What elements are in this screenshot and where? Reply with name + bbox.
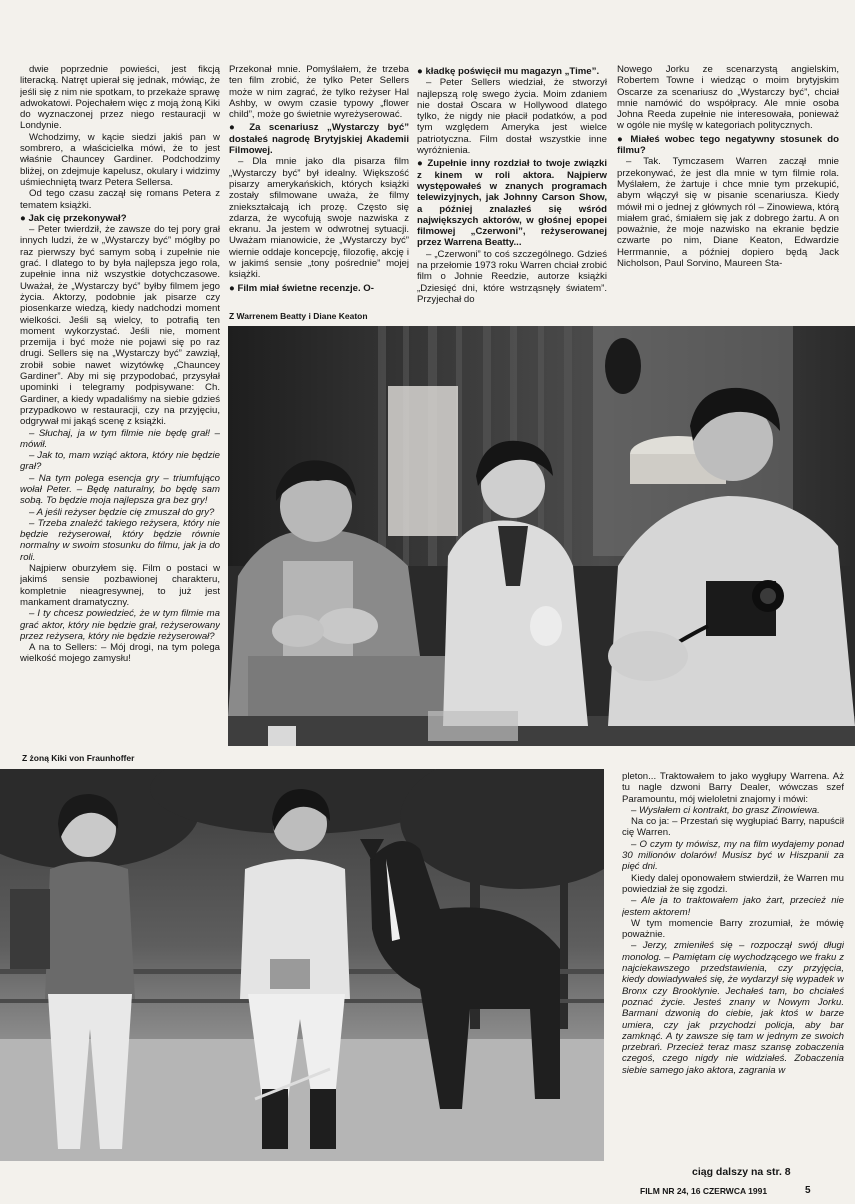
paragraph: – Peter twierdził, że zawsze do tej pory grał innych ludzi, że w „Wystarczy być” mógłby po raz pierwszy być samym sobą i zupełnie nie grać. I dlatego to by była najlepsza jego rola, zupełnie inna niż wszystkie dotychczasowe. Uważał, że „Wystarczy być” byłby filmem jego życia. Aktorzy, podobnie jak pisarze czy piosenkarze wiedzą, kiedy nadchodzi moment wielkości. Jeśli są wielcy, to potrafią ten moment wykorzystać. Jeśli nie, moment przemija i być może nie pojawi się po raz drugi. Sellers się na „Wystarczy być” zawziął, zrobił sobie nawet wizytówkę „Chauncey Gardiner”. Aby mi się przypodobać, przysyłał upominki i telegramy podpisywane: Ch. Gardiner, a kiedy wpadaliśmy na siebie gdzieś przypadkowo w restauracji, czy na przyjęciu, odgrywał mi jakąś scenę z książki. [20, 224, 220, 428]
paragraph: pleton... Traktowałem to jako wygłupy Warrena. Aż tu nagle dzwoni Barry Dealer, wówczas szef Paramountu, mój wieloletni znajomy i mówi: [622, 771, 844, 805]
paragraph: Od tego czasu zaczął się romans Petera z tematem książki. [20, 188, 220, 211]
photo-caption-kiki: Z żoną Kiki von Fraunhoffer [22, 753, 135, 763]
interview-question: ● Zupełnie inny rozdział to twoje związki z kinem w roli aktora. Najpierw występowałeś w znanych programach telewizyjnych, jak Johnny Carson Show, a później znalazłeś się wśród największych aktorów, w głośnej epopei filmowej „Czerwoni”, reżyserowanej przez Warrena Beatty... [417, 158, 607, 248]
interview-question: ● Miałeś wobec tego negatywny stosunek do filmu? [617, 134, 839, 157]
article-column-2 [229, 64, 409, 304]
paragraph: W tym momencie Barry zrozumiał, że mówię poważnie. [622, 917, 844, 941]
page-number: 5 [805, 1185, 811, 1196]
continued-note: ciąg dalszy na str. 8 [692, 1166, 791, 1178]
article-column-3 [417, 64, 607, 304]
paragraph: – O czym ty mówisz, my na film wydajemy ponad 30 milionów dolarów! Musisz być w Hiszpanii za pięć dni. [622, 838, 844, 873]
paragraph: Na co ja: – Przestań się wygłupiać Barry, napuścił cię Warren. [622, 816, 844, 839]
paragraph: Kiedy dalej oponowałem stwierdził, że Warren mu powiedział że się zgodzi. [622, 872, 844, 895]
paragraph: – „Czerwoni” to coś szczególnego. Gdzieś na przełomie 1973 roku Warren chciał zrobić film o Johnie Reedzie, autorze książki „Dziesięć dni, które wstrząsnęły światem”. Przyjechał do [417, 248, 607, 304]
paragraph: – I ty chcesz powiedzieć, że w tym filmie ma grać aktor, który nie będzie grał, reżyserowany przez reżysera, który nie będzie reżyserował? [20, 608, 220, 642]
interview-question: ● Za scenariusz „Wystarczy być” dostałeś nagrodę Brytyjskiej Akademii Filmowej. [229, 122, 409, 156]
paragraph: Przekonał mnie. Pomyślałem, że trzeba ten film zrobić, że tylko Peter Sellers może w nim zagrać, że tylko reżyser Hal Ashby, w owym czasie typowy „flower child”, może go świetnie wyreżyserować. [229, 64, 409, 121]
paragraph: – Jak to, mam wziąć aktora, który nie będzie grał? [20, 450, 220, 473]
paragraph: A na to Sellers: – Mój drogi, na tym polega wielkość mojego zamysłu! [20, 642, 220, 665]
paragraph: – Słuchaj, ja w tym filmie nie będę grał! – mówił. [20, 427, 220, 450]
paragraph: – Trzeba znaleźć takiego reżysera, który nie będzie reżyserował, który będzie równie normalny w swoim stosunku do filmu, jak ja do roli. [20, 517, 220, 563]
article-column-5 [622, 771, 844, 1161]
photo-kiki-horse [0, 769, 604, 1161]
interview-question: ● Film miał świetne recenzje. O- [229, 283, 409, 294]
paragraph: – Na tym polega esencja gry – triumfująco wołał Peter. – Będę naturalny, bo będę sam sobą. To będzie moja najlepsza gra bez gry! [20, 472, 220, 507]
photo-beatty-keaton [228, 326, 855, 746]
article-column-4 [617, 64, 839, 304]
paragraph: Nowego Jorku ze scenarzystą angielskim, Robertem Towne i wiedząc o moim brytyjskim Oscarze za scenariusz do „Wystarczy być”, chciał mnie namówić do współpracy. Ale mnie osoba Johna Reeda zupełnie nie interesowała, ponieważ w ogóle nie myślę w kategoriach politycznych. [617, 64, 839, 132]
paragraph: – Tak. Tymczasem Warren zaczął mnie przekonywać, że jest dla mnie w tym filmie rola. Myślałem, że żartuje i chce mnie tym przekupić, abym włączył się w pisanie scenariusza. Kiedy mówił mi o jednej z głównych ról – Zinowiewa, którą miałem grać, śmiałem się jak z dobrego żartu. A on poważnie, że moje nazwisko na ekranie będzie czwarte po nim, Diane Keaton, Edwardzie Herrmannie, a później dopiero będą Jack Nicholson, Paul Sorvino, Maureen Sta- [617, 156, 839, 270]
paragraph: – Jerzy, zmieniłeś się – rozpoczął swój długi monolog. – Pamiętam cię wychodzącego we fraku z najciekawszego przedstawienia, czy przyjęcia, kiedy dowiadywałeś się, że wydarzył się wypadek w Bronx czy Brooklynie. Jechałeś tam, bo chciałeś poznać życie. Jesteś znany w Nowym Jorku. Barmani dzwonią do ciebie, jak ktoś w barze umiera, czy jak przychodzi policja, aby bar zamknąć. A ty zawsze się tam w jednym ze swoich przebrań. Przecież teraz masz szansę zobaczenia czegoś, czego nigdy nie widziałeś. Zobaczenia siebie samego jako aktora, zagrania w [622, 940, 844, 1076]
paragraph: Wchodzimy, w kącie siedzi jakiś pan w sombrero, a właścicielka mówi, że to jest właśnie Chauncey Gardiner. Podchodzimy bliżej, on zdejmuje kapelusz, okulary i widzimy uśmiechniętą twarz Petera Sellersa. [20, 131, 220, 188]
photo-caption-beatty-keaton: Z Warrenem Beatty i Diane Keaton [229, 311, 368, 321]
interview-question: ● kładkę poświęcił mu magazyn „Time”. [417, 66, 607, 77]
paragraph: – Peter Sellers wiedział, że stworzył najlepszą rolę swego życia. Moim zdaniem nie dostał Oscara w Hollywood dlatego tylko, że nigdy nie płacił podatków, a pod tym względem Ameryka jest wielce patriotyczna. Film dostał wszystkie inne wyróżnienia. [417, 77, 607, 157]
paragraph: – Dla mnie jako dla pisarza film „Wystarczy być” był idealny. Większość pisarzy amerykańskich, których książki zostały sfilmowane uważa, że filmy zniekształcają ich prozę. Często się zdarza, że wycofują swoje nazwiska z ekranu. Ja jestem w odwrotnej sytuacji. Uważam mianowicie, że „Wystarczy być” wiernie oddaje koncepcję, filozofię, akcję i w jakimś sensie „tony pośrednie” mojej książki. [229, 156, 409, 281]
page-footer: FILM NR 24, 16 CZERWCA 1991 [640, 1186, 768, 1196]
paragraph: – Ale ja to traktowałem jako żart, przecież nie jestem aktorem! [622, 895, 844, 918]
paragraph: – Wysłałem ci kontrakt, bo grasz Zinowiewa. [631, 804, 820, 816]
paragraph: – A jeśli reżyser będzie cię zmuszał do gry? [29, 506, 215, 518]
paragraph: dwie poprzednie powieści, jest fikcją literacką. Natręt upierał się jednak, mówiąc, że jeśli się z nim nie spotkam, to przekaże sprawę adwokatowi. Pojechałem więc z moją żoną Kiki do wyznaczonej przez niego restauracji w Londynie. [20, 64, 220, 132]
interview-question: ● Jak cię przekonywał? [20, 213, 220, 224]
article-column-1 [20, 64, 220, 748]
paragraph: Najpierw oburzyłem się. Film o postaci w jakimś sensie pozbawionej charakteru, kompletnie nieagresywnej, to już jest mankament dramatyczny. [20, 563, 220, 608]
